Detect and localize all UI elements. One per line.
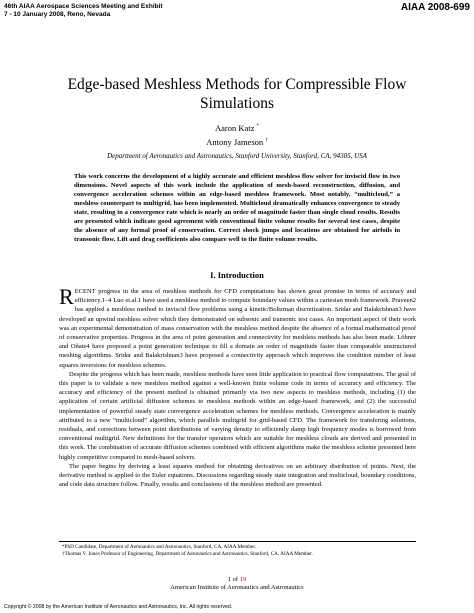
paragraph: Despite the progress which has been made, meshless methods have seen little application to practical flow computations. The goal of this paper is to validate a new meshless method against a well-known finite volume code in terms of accuracy and efficiency. The accuracy and efficiency of the present method is obtained primarily via two new aspects to meshless methods, including (1) the application of certain artificial diffusion schemes to meshless methods within an edge-based framework, and (2) the successful implementation of powerful steady state convergence acceleration schemes for meshless methods. Convergence acceleration is mainly attributed to a new “multicloud” algorithm, which parallels multigrid for grid-based CFD. The framework for transfering solutions, residuals, and corrections between point distributions of varying density to efficiently damp high frequency modes is borrowed from conventional multigrid. New definitions for the transfer operators which are suitable for meshless clouds are derived and presented in this work. The combination of accurate diffusion schemes combined with efficient algorithms make the meshless scheme presented here highly competitive compared to mesh-based solvers. xyxy=(59,370,416,461)
abstract: This work concerns the development of a highly accurate and efficient meshless flow solver for inviscid flow in two dimensions. Novel aspects of this work include the application of mesh-based reconstruction, diffusion, and convergence acceleration schemes within an edge-based meshless framework. Most notably, “multicloud,” a meshless counterpart to multigrid, has been implemented. Multicloud dramatically enhances convergence to steady state, resulting in a convergence rate which is nearly an order of magnitude faster than single cloud results. Results are presented which indicate good agreement with conventional finite volume results for several test cases, despite the absence of any formal proof of conservation. Correct shock jumps and locations are obtained for airfoils in transonic flow. Lift and drag coefficients also compare well to the finite volume results. xyxy=(74,173,400,243)
body-text xyxy=(59,284,416,489)
footnote: †Thomas V. Jones Professor of Engineering, Department of Aeronautics and Astronautics, Stanford, CA, AIAA Member. xyxy=(62,551,313,557)
conference-info xyxy=(4,3,204,18)
copyright-notice: Copyright © 2008 by the American Institute of Aeronautics and Astronautics, Inc. All rights reserved. xyxy=(4,604,233,610)
affiliation: Department of Aeronautics and Astronautics, Stanford University, Stanford, CA, 94305, USA xyxy=(107,152,367,160)
author-name: Antony Jameson xyxy=(206,137,264,147)
publisher-footer: American Institute of Aeronautics and Astronautics xyxy=(170,584,304,591)
drop-cap: R xyxy=(59,284,74,309)
author-jameson xyxy=(0,137,474,147)
paragraph xyxy=(59,284,416,370)
paper-number: AIAA 2008-699 xyxy=(400,2,470,13)
page-separator: of xyxy=(232,576,239,583)
paragraph-text: ECENT progress in the area of meshless methods for CFD computations has shown great promise in terms of accuracy and efficiency.1–4 Luo et.al.1 have used a meshless method to compute boundary values within a cartesian mesh framework. Praveen2 has applied a meshless method to inviscid flow problems using a kinetic/Boltzman discretization. Sridar and Balakrishnan3 have developed an upwind meshless solver which they demonstrated on subsonic and transonic test cases. An important aspect of their work was an experimental demonstration of mass conservation with the meshless method despite the absence of a formal mathematical proof of conservative properties. Progress in the area of point generation and connectivity for meshless methods has also been made. Löhner and Oñate4 have proposed a point generation technique to fill a domain an order of magnitude faster than comparable unstructured meshing algorithms. Sridar and Balakrishnan3 have proposed a connectivity approach which improves the condition number of least squares inversions for meshless schemes. xyxy=(59,288,416,369)
section-heading: I. Introduction xyxy=(210,270,264,280)
footnotes xyxy=(59,541,416,558)
footnote: *PhD Candidate, Department of Aeronautics and Astronautics, Stanford, CA, AIAA Member. xyxy=(62,544,257,550)
author-katz xyxy=(0,123,474,133)
conference-name: 46th AIAA Aerospace Sciences Meeting and Exhibit xyxy=(4,3,163,10)
paragraph: The paper begins by deriving a least squares method for obtaining derivatives on an arbitrary distribution of points. Next, the derivative method is applied to the Euler equations. Discussions regarding steady state integration and multicloud, boundary conditions, and code data structure follow. Finally, results and conclusions of the meshless method are presented. xyxy=(59,462,416,489)
author-name: Aaron Katz xyxy=(214,123,255,133)
page-number xyxy=(0,576,474,583)
page-total-link[interactable]: 19 xyxy=(239,576,247,583)
paper-title: Edge-based Meshless Methods for Compressible Flow Simulations xyxy=(67,76,407,112)
author-footnote-mark: † xyxy=(265,138,268,144)
author-footnote-mark: * xyxy=(256,124,260,130)
conference-dates: 7 - 10 January 2008, Reno, Nevada xyxy=(4,10,111,18)
page-current: 1 xyxy=(227,576,232,583)
